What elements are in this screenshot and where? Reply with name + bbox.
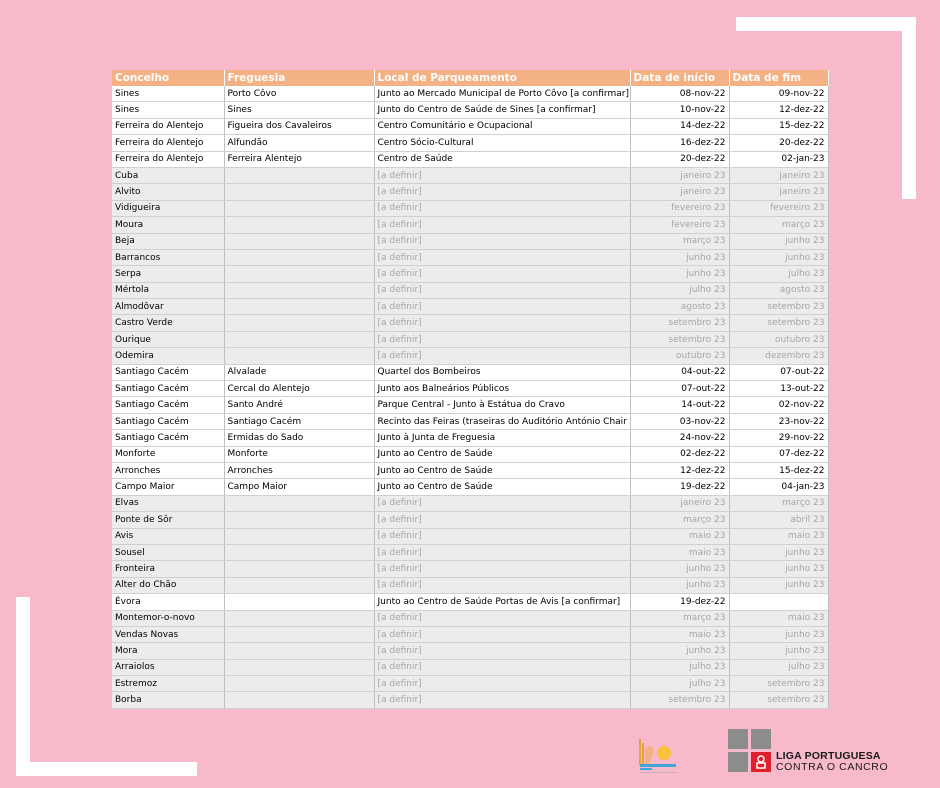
cell-local: [a definir] <box>374 643 630 659</box>
cell-concelho: Ourique <box>112 331 224 347</box>
cell-freguesia <box>224 282 374 298</box>
cell-concelho: Beja <box>112 233 224 249</box>
cell-data-inicio: março 23 <box>630 610 729 626</box>
cell-local: [a definir] <box>374 184 630 200</box>
cell-local: [a definir] <box>374 544 630 560</box>
header-local: Local de Parqueamento <box>374 70 630 86</box>
cell-freguesia <box>224 348 374 364</box>
cell-concelho: Avis <box>112 528 224 544</box>
cell-concelho: Castro Verde <box>112 315 224 331</box>
cell-freguesia: Monforte <box>224 446 374 462</box>
table-row <box>112 233 828 249</box>
cell-data-fim: setembro 23 <box>729 676 828 692</box>
ars-logo-icon <box>636 737 680 777</box>
cell-data-inicio: junho 23 <box>630 266 729 282</box>
cell-local: Parque Central - Junto à Estátua do Cravo <box>374 397 630 413</box>
cell-freguesia: Figueira dos Cavaleiros <box>224 118 374 134</box>
cell-concelho: Sines <box>112 102 224 118</box>
cell-freguesia <box>224 299 374 315</box>
table-row <box>112 299 828 315</box>
table-row <box>112 512 828 528</box>
cell-local: [a definir] <box>374 495 630 511</box>
cell-concelho: Mora <box>112 643 224 659</box>
cell-local: Junto aos Balneários Públicos <box>374 381 630 397</box>
cell-data-fim: junho 23 <box>729 626 828 642</box>
cell-local: [a definir] <box>374 315 630 331</box>
cell-freguesia <box>224 217 374 233</box>
cell-concelho: Santiago Cacém <box>112 413 224 429</box>
cell-data-fim: abril 23 <box>729 512 828 528</box>
cell-local: [a definir] <box>374 348 630 364</box>
cell-freguesia <box>224 331 374 347</box>
cell-concelho: Estremoz <box>112 676 224 692</box>
cell-freguesia <box>224 266 374 282</box>
table-row <box>112 348 828 364</box>
cell-local: [a definir] <box>374 659 630 675</box>
table-row <box>112 118 828 134</box>
table-row <box>112 151 828 167</box>
table-row <box>112 413 828 429</box>
cell-concelho: Arronches <box>112 462 224 478</box>
cell-data-inicio: 19-dez-22 <box>630 479 729 495</box>
cell-data-fim: março 23 <box>729 217 828 233</box>
cell-local: [a definir] <box>374 528 630 544</box>
cell-concelho: Sines <box>112 86 224 102</box>
cell-concelho: Alter do Chão <box>112 577 224 593</box>
cell-local: [a definir] <box>374 233 630 249</box>
cell-data-inicio: 03-nov-22 <box>630 413 729 429</box>
cell-local: Junto à Junta de Freguesia <box>374 430 630 446</box>
cell-local: [a definir] <box>374 561 630 577</box>
cell-concelho: Serpa <box>112 266 224 282</box>
cell-local: [a definir] <box>374 626 630 642</box>
table-row <box>112 528 828 544</box>
table-row <box>112 643 828 659</box>
cell-data-fim: junho 23 <box>729 233 828 249</box>
cell-local: [a definir] <box>374 676 630 692</box>
cell-data-fim: junho 23 <box>729 643 828 659</box>
cell-local: [a definir] <box>374 331 630 347</box>
table-row <box>112 282 828 298</box>
frame-bottom-left-vertical <box>16 597 30 776</box>
cell-freguesia <box>224 167 374 183</box>
cell-data-inicio: junho 23 <box>630 561 729 577</box>
cell-local: [a definir] <box>374 249 630 265</box>
frame-top-right-vertical <box>902 17 916 199</box>
cell-local: [a definir] <box>374 200 630 216</box>
cell-concelho: Almodôvar <box>112 299 224 315</box>
cell-data-inicio: maio 23 <box>630 528 729 544</box>
cell-data-fim: junho 23 <box>729 544 828 560</box>
cell-freguesia: Porto Côvo <box>224 86 374 102</box>
cell-freguesia: Santo André <box>224 397 374 413</box>
cell-data-inicio: 19-dez-22 <box>630 594 729 610</box>
table-row <box>112 561 828 577</box>
cell-local: Centro Sócio-Cultural <box>374 135 630 151</box>
table-row <box>112 430 828 446</box>
cell-local: [a definir] <box>374 282 630 298</box>
cell-data-inicio: março 23 <box>630 233 729 249</box>
cell-freguesia <box>224 249 374 265</box>
cell-freguesia: Ermidas do Sado <box>224 430 374 446</box>
cell-data-inicio: 16-dez-22 <box>630 135 729 151</box>
cell-data-fim: 15-dez-22 <box>729 118 828 134</box>
cell-data-fim: março 23 <box>729 495 828 511</box>
cell-freguesia <box>224 676 374 692</box>
cell-data-inicio: 14-out-22 <box>630 397 729 413</box>
cell-concelho: Fronteira <box>112 561 224 577</box>
cell-data-fim: 12-dez-22 <box>729 102 828 118</box>
header-data-inicio: Data de início <box>630 70 729 86</box>
cell-local: [a definir] <box>374 217 630 233</box>
table-row <box>112 167 828 183</box>
cell-data-inicio: outubro 23 <box>630 348 729 364</box>
cell-freguesia: Cercal do Alentejo <box>224 381 374 397</box>
cell-freguesia <box>224 610 374 626</box>
table-row <box>112 331 828 347</box>
cell-data-fim: junho 23 <box>729 249 828 265</box>
cell-data-fim: 07-dez-22 <box>729 446 828 462</box>
cell-data-fim: 13-out-22 <box>729 381 828 397</box>
cell-freguesia <box>224 561 374 577</box>
cell-freguesia <box>224 544 374 560</box>
lpcc-logo <box>728 729 908 777</box>
cell-data-inicio: março 23 <box>630 512 729 528</box>
cell-freguesia <box>224 577 374 593</box>
cell-local: Quartel dos Bombeiros <box>374 364 630 380</box>
lpcc-square-icon <box>728 752 748 772</box>
table-row <box>112 676 828 692</box>
cell-data-inicio: janeiro 23 <box>630 184 729 200</box>
cell-data-inicio: 24-nov-22 <box>630 430 729 446</box>
cell-data-inicio: 10-nov-22 <box>630 102 729 118</box>
cell-concelho: Arraiolos <box>112 659 224 675</box>
table-row <box>112 577 828 593</box>
cell-freguesia: Alfundão <box>224 135 374 151</box>
cell-data-fim: 02-nov-22 <box>729 397 828 413</box>
table-row <box>112 479 828 495</box>
cell-data-inicio: 04-out-22 <box>630 364 729 380</box>
table-row <box>112 217 828 233</box>
cell-data-inicio: junho 23 <box>630 643 729 659</box>
cell-freguesia <box>224 184 374 200</box>
table-row <box>112 594 828 610</box>
cell-concelho: Santiago Cacém <box>112 397 224 413</box>
cell-freguesia <box>224 495 374 511</box>
cell-freguesia <box>224 528 374 544</box>
cell-data-inicio: 12-dez-22 <box>630 462 729 478</box>
cell-data-fim: outubro 23 <box>729 331 828 347</box>
cell-concelho: Ferreira do Alentejo <box>112 118 224 134</box>
cell-freguesia: Alvalade <box>224 364 374 380</box>
table-row <box>112 266 828 282</box>
cell-local: Junto ao Centro de Saúde <box>374 462 630 478</box>
cell-data-fim <box>729 594 828 610</box>
cell-concelho: Évora <box>112 594 224 610</box>
lpcc-line1: LIGA PORTUGUESA <box>776 750 881 762</box>
cell-freguesia: Sines <box>224 102 374 118</box>
cell-data-inicio: setembro 23 <box>630 692 729 708</box>
cell-data-fim: 09-nov-22 <box>729 86 828 102</box>
cell-data-fim: setembro 23 <box>729 315 828 331</box>
cell-data-fim: 15-dez-22 <box>729 462 828 478</box>
cell-concelho: Cuba <box>112 167 224 183</box>
cell-data-inicio: janeiro 23 <box>630 495 729 511</box>
cell-data-fim: maio 23 <box>729 610 828 626</box>
cell-data-fim: julho 23 <box>729 266 828 282</box>
cell-concelho: Elvas <box>112 495 224 511</box>
cell-data-inicio: julho 23 <box>630 282 729 298</box>
cell-local: Junto ao Centro de Saúde <box>374 479 630 495</box>
cell-local: Junto ao Centro de Saúde Portas de Avis [a confirmar] <box>374 594 630 610</box>
cell-data-fim: julho 23 <box>729 659 828 675</box>
cell-data-fim: agosto 23 <box>729 282 828 298</box>
cell-freguesia <box>224 315 374 331</box>
table-row <box>112 446 828 462</box>
cell-data-fim: 02-jan-23 <box>729 151 828 167</box>
cell-local: Junto ao Mercado Municipal de Porto Côvo [a confirmar] <box>374 86 630 102</box>
table-body <box>112 86 828 708</box>
cell-data-inicio: 20-dez-22 <box>630 151 729 167</box>
table-row <box>112 610 828 626</box>
cell-data-fim: maio 23 <box>729 528 828 544</box>
cell-data-fim: janeiro 23 <box>729 167 828 183</box>
cell-concelho: Santiago Cacém <box>112 381 224 397</box>
table-row <box>112 381 828 397</box>
table-row <box>112 692 828 708</box>
table-row <box>112 135 828 151</box>
cell-data-fim: 20-dez-22 <box>729 135 828 151</box>
cell-concelho: Santiago Cacém <box>112 364 224 380</box>
cell-concelho: Odemira <box>112 348 224 364</box>
cell-concelho: Borba <box>112 692 224 708</box>
cell-freguesia: Arronches <box>224 462 374 478</box>
cell-freguesia <box>224 594 374 610</box>
cell-local: [a definir] <box>374 577 630 593</box>
table-row <box>112 184 828 200</box>
header-data-fim: Data de fim <box>729 70 828 86</box>
table-row <box>112 626 828 642</box>
cell-data-inicio: 08-nov-22 <box>630 86 729 102</box>
cell-concelho: Mértola <box>112 282 224 298</box>
cell-data-fim: 23-nov-22 <box>729 413 828 429</box>
cell-concelho: Santiago Cacém <box>112 430 224 446</box>
cell-freguesia <box>224 200 374 216</box>
lpcc-emblem-icon <box>751 752 771 772</box>
cell-data-inicio: fevereiro 23 <box>630 200 729 216</box>
lpcc-line2: CONTRA O CANCRO <box>776 761 889 773</box>
cell-data-inicio: setembro 23 <box>630 315 729 331</box>
cell-local: [a definir] <box>374 692 630 708</box>
cell-freguesia: Campo Maior <box>224 479 374 495</box>
cell-local: [a definir] <box>374 512 630 528</box>
cell-data-fim: setembro 23 <box>729 299 828 315</box>
cell-freguesia <box>224 659 374 675</box>
cell-local: [a definir] <box>374 299 630 315</box>
frame-bottom-left-horizontal <box>16 762 197 776</box>
cell-local: [a definir] <box>374 610 630 626</box>
cell-concelho: Vendas Novas <box>112 626 224 642</box>
cell-local: [a definir] <box>374 266 630 282</box>
cell-freguesia: Ferreira Alentejo <box>224 151 374 167</box>
parking-schedule-table <box>112 70 829 709</box>
cell-concelho: Montemor-o-novo <box>112 610 224 626</box>
cell-local: [a definir] <box>374 167 630 183</box>
cell-data-inicio: 02-dez-22 <box>630 446 729 462</box>
lpcc-square-icon <box>751 729 771 749</box>
cell-data-fim: dezembro 23 <box>729 348 828 364</box>
cell-freguesia: Santiago Cacém <box>224 413 374 429</box>
cell-data-fim: setembro 23 <box>729 692 828 708</box>
cell-local: Junto do Centro de Saúde de Sines [a confirmar] <box>374 102 630 118</box>
lpcc-wordmark <box>776 751 888 773</box>
frame-top-right-horizontal <box>736 17 916 31</box>
cell-freguesia <box>224 626 374 642</box>
cell-freguesia <box>224 233 374 249</box>
cell-data-fim: junho 23 <box>729 561 828 577</box>
cell-local: Recinto das Feiras (traseiras do Auditório António Chair <box>374 413 630 429</box>
cell-freguesia <box>224 692 374 708</box>
cell-data-inicio: fevereiro 23 <box>630 217 729 233</box>
cell-data-inicio: 07-out-22 <box>630 381 729 397</box>
cell-concelho: Ferreira do Alentejo <box>112 151 224 167</box>
table-row <box>112 659 828 675</box>
table-row <box>112 200 828 216</box>
table-row <box>112 495 828 511</box>
cell-data-inicio: 14-dez-22 <box>630 118 729 134</box>
header-freguesia: Freguesia <box>224 70 374 86</box>
cell-data-inicio: junho 23 <box>630 577 729 593</box>
cell-data-fim: junho 23 <box>729 577 828 593</box>
cell-data-inicio: setembro 23 <box>630 331 729 347</box>
cell-freguesia <box>224 512 374 528</box>
cell-concelho: Campo Maior <box>112 479 224 495</box>
table-row <box>112 249 828 265</box>
cell-concelho: Barrancos <box>112 249 224 265</box>
cell-data-fim: 04-jan-23 <box>729 479 828 495</box>
cell-data-fim: 07-out-22 <box>729 364 828 380</box>
cell-data-inicio: julho 23 <box>630 676 729 692</box>
cell-concelho: Monforte <box>112 446 224 462</box>
cell-concelho: Ferreira do Alentejo <box>112 135 224 151</box>
header-concelho: Concelho <box>112 70 224 86</box>
cell-local: Centro Comunitário e Ocupacional <box>374 118 630 134</box>
cell-concelho: Alvito <box>112 184 224 200</box>
cell-data-inicio: agosto 23 <box>630 299 729 315</box>
cell-data-inicio: maio 23 <box>630 626 729 642</box>
cell-freguesia <box>224 643 374 659</box>
table-row <box>112 364 828 380</box>
cell-data-fim: 29-nov-22 <box>729 430 828 446</box>
cell-data-fim: fevereiro 23 <box>729 200 828 216</box>
table-row <box>112 462 828 478</box>
cell-data-inicio: junho 23 <box>630 249 729 265</box>
cell-data-fim: janeiro 23 <box>729 184 828 200</box>
cell-concelho: Ponte de Sôr <box>112 512 224 528</box>
parking-schedule-table-container <box>112 70 828 709</box>
table-row <box>112 315 828 331</box>
cell-data-inicio: maio 23 <box>630 544 729 560</box>
cell-concelho: Moura <box>112 217 224 233</box>
table-row <box>112 544 828 560</box>
cell-data-inicio: julho 23 <box>630 659 729 675</box>
cell-local: Centro de Saúde <box>374 151 630 167</box>
table-row <box>112 86 828 102</box>
cell-local: Junto ao Centro de Saúde <box>374 446 630 462</box>
lpcc-square-icon <box>728 729 748 749</box>
cell-concelho: Vidigueira <box>112 200 224 216</box>
cell-concelho: Sousel <box>112 544 224 560</box>
table-row <box>112 397 828 413</box>
cell-data-inicio: janeiro 23 <box>630 167 729 183</box>
table-header-row <box>112 70 828 86</box>
table-row <box>112 102 828 118</box>
